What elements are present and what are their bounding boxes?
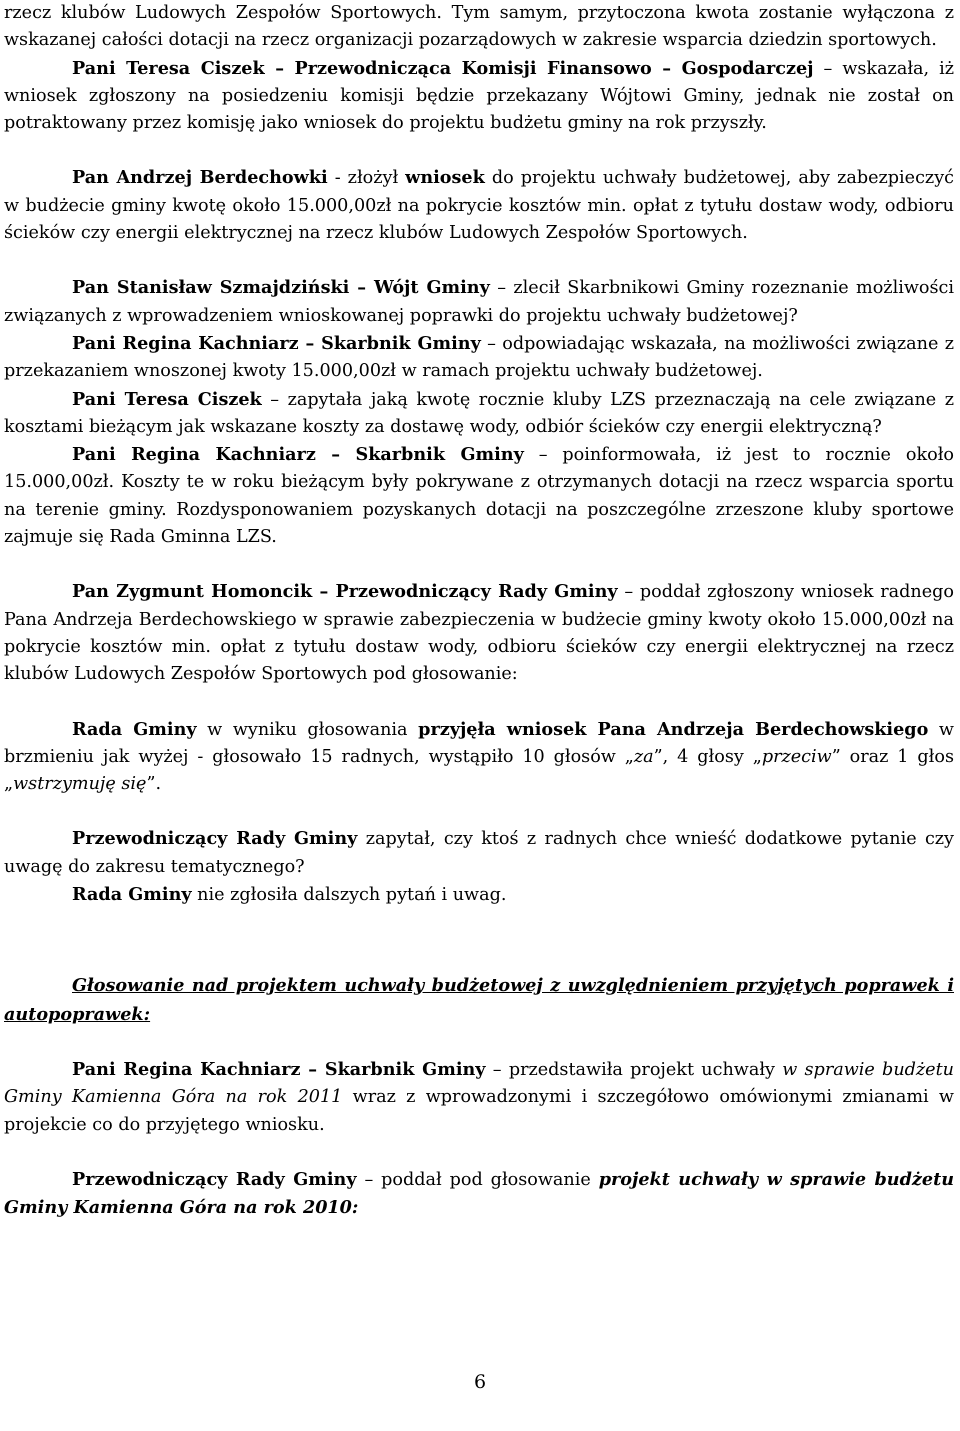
- paragraph-continuation: [4, 0, 954, 55]
- paragraph-skarbnik-presentation: [4, 1056, 954, 1139]
- text-segment: ”.: [146, 774, 162, 795]
- text-segment: – poddał zgłoszony wniosek radnego Pana Andrzeja Berdechowskiego w sprawie zabezpieczenia w budżecie gminy kwoty około 15.000,00zł na pokrycie kosztów min. opłat z tytułu dostaw wody, odbioru ścieków czy energii elektrycznej na rzecz klubów Ludowych Zespołów Sportowych pod głosowanie:: [4, 582, 955, 685]
- text-segment: w brzmieniu jak wyżej - głosowało 15 radnych, wystąpiło 10 głosów „: [4, 719, 954, 767]
- text-segment: rzecz klubów Ludowych Zespołów Sportowych. Tym samym, przytoczona kwota zostanie wyłączona z wskazanej całości dotacji na rzecz organizacji pozarządowych w zakresie wsparcia dziedzin sportowych.: [4, 3, 954, 51]
- text-segment: Głosowanie nad projektem uchwały budżetowej z uwzględnieniem przyjętych poprawek i autopoprawek:: [4, 975, 954, 1025]
- paragraph-wojt-request: [4, 274, 954, 330]
- text-segment: – poddał pod głosowanie: [356, 1169, 599, 1190]
- page-number: 6: [473, 1371, 487, 1393]
- text-segment: – poinformowała, iż jest to rocznie około 15.000,00zł. Koszty te w roku bieżącym były pokrywane z otrzymanych dotacji na rzecz wsparcia sportu na terenie gminy. Rozdysponowaniem pozyskanych dotacji na poszczególne zrzeszone kluby sportowe zajmuje się Rada Gminna LZS.: [4, 445, 955, 548]
- text-segment: Pani Teresa Ciszek – Przewodnicząca Komisji Finansowo – Gospodarczej: [72, 57, 814, 79]
- paragraph-ciszek-question: [4, 386, 954, 442]
- text-segment: – zapytała jaką kwotę rocznie kluby LZS przeznaczają na cele związane z kosztami bieżącym jak wskazane koszty za dostawę wody, odbiór ścieków czy energii elektryczną?: [4, 389, 954, 437]
- text-segment: Pan Stanisław Szmajdziński – Wójt Gminy: [72, 277, 490, 299]
- text-segment: ” oraz 1 głos „: [4, 746, 954, 795]
- text-segment: – odpowiadając wskazała, na możliwości związane z przekazaniem wnoszonej kwoty 15.000,00zł w ramach projektu uchwały budżetowej.: [4, 333, 954, 382]
- text-segment: w sprawie budżetu Gminy Kamienna Góra na rok 2011: [4, 1059, 954, 1108]
- text-segment: – przedstawiła projekt uchwały: [485, 1059, 783, 1080]
- text-segment: – zlecił Skarbnikowi Gminy rozeznanie możliwości związanych z wprowadzeniem wnioskowanej poprawki do projektu uchwały budżetowej?: [4, 278, 954, 326]
- text-segment: przyjęła wniosek Pana Andrzeja Berdechowskiego: [418, 718, 929, 740]
- text-segment: wraz z wprowadzonymi i szczegółowo omówionymi zmianami w projekcie co do przyjętego wniosku.: [4, 1087, 954, 1135]
- text-segment: Pani Regina Kachniarz – Skarbnik Gminy: [72, 444, 524, 466]
- text-segment: za: [633, 746, 654, 767]
- text-segment: Przewodniczący Rady Gminy: [72, 1168, 357, 1190]
- text-segment: Pani Regina Kachniarz – Skarbnik Gminy: [72, 332, 481, 354]
- text-segment: Przewodniczący Rady Gminy: [72, 828, 358, 850]
- text-segment: Rada Gminy: [72, 718, 197, 740]
- text-segment: w wyniku głosowania: [196, 719, 419, 740]
- text-segment: do projektu uchwały budżetowej, aby zabezpieczyć w budżecie gminy kwotę około 15.000,00zł na pokrycie kosztów min. opłat z tytułu dostaw wody, odbioru ścieków czy energii elektrycznej na rzecz klubów Ludowych Zespołów Sportowych.: [4, 168, 954, 244]
- paragraph-ciszek-comment: [4, 55, 954, 138]
- text-segment: nie zgłosiła dalszych pytań i uwag.: [191, 885, 507, 906]
- text-segment: wniosek: [405, 167, 485, 189]
- paragraph-vote-result: [4, 716, 954, 799]
- section-heading-budget-vote: [4, 972, 954, 1029]
- paragraph-skarbnik-info: [4, 441, 954, 551]
- text-segment: zapytał, czy ktoś z radnych chce wnieść dodatkowe pytanie czy uwagę do zakresu tematycznego?: [4, 829, 955, 877]
- text-segment: – wskazała, iż wniosek zgłoszony na posiedzeniu komisji będzie przekazany Wójtowi Gminy, jednak nie został on potraktowany przez komisję jako wniosek do projektu budżetu gminy na rok przyszły.: [4, 58, 954, 134]
- text-segment: Pani Teresa Ciszek: [72, 388, 262, 410]
- text-segment: ”, 4 głosy „: [653, 746, 762, 767]
- paragraph-skarbnik-answer: [4, 330, 954, 386]
- paragraph-berdechowki-motion: [4, 164, 954, 247]
- text-segment: Pan Zygmunt Homoncik – Przewodniczący Rady Gminy: [72, 581, 618, 603]
- paragraph-no-questions: [4, 881, 954, 909]
- text-segment: Rada Gminy: [72, 884, 192, 906]
- text-segment: wstrzymuję się: [13, 774, 147, 795]
- text-segment: projekt uchwały w sprawie budżetu Gminy Kamienna Góra na rok 2010:: [4, 1168, 955, 1219]
- paragraph-chair-vote-call: [4, 1166, 954, 1223]
- text-segment: Pani Regina Kachniarz – Skarbnik Gminy: [72, 1058, 486, 1080]
- text-segment: przeciw: [761, 746, 832, 767]
- paragraph-homoncik-vote: [4, 578, 954, 688]
- paragraph-chair-question: [4, 825, 954, 881]
- text-segment: Pan Andrzej Berdechowki: [72, 167, 328, 189]
- document-body: [4, 0, 954, 1222]
- text-segment: - złożył: [327, 168, 406, 189]
